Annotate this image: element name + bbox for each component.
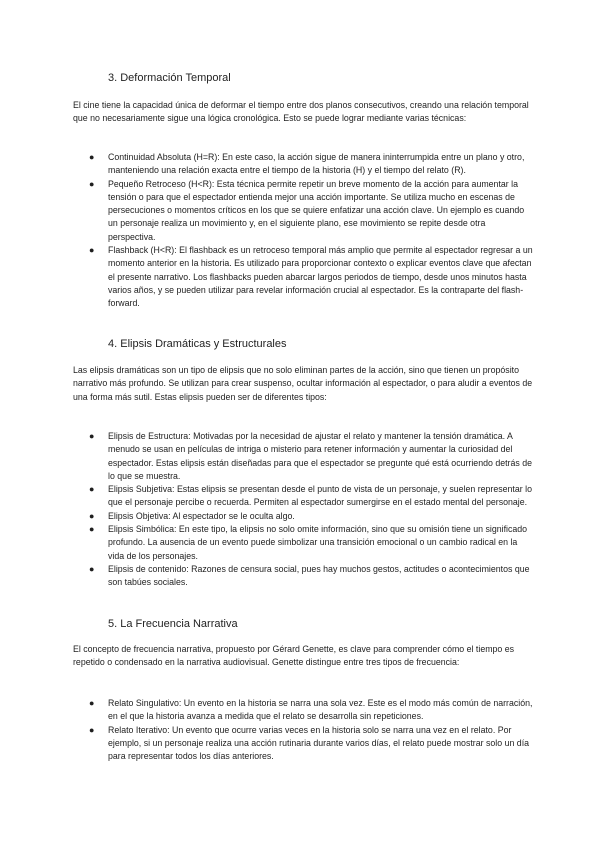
list-item <box>73 724 535 764</box>
list-item-text: Relato Iterativo: Un evento que ocurre varias veces en la historia solo se narra una vez en el relato. Por ejemplo, si un personaje realiza una acción rutinaria durante varios días, el relato puede mostrar solo un día para representar todos los días anteriores. <box>108 724 530 762</box>
list-item-text: Elipsis de contenido: Razones de censura social, pues hay muchos gestos, actitudes o acontecimientos que son tabúes sociales. <box>108 563 530 588</box>
section-heading-elipsis: 4. Elipsis Dramáticas y Estructurales <box>108 338 287 350</box>
list-item <box>73 563 535 590</box>
bullet-icon: ● <box>89 431 95 441</box>
list-item <box>73 151 535 178</box>
list-item <box>73 523 535 563</box>
bullet-icon: ● <box>89 524 95 535</box>
list-item <box>73 430 535 483</box>
section-heading-frecuencia-narrativa: 5. La Frecuencia Narrativa <box>108 618 238 630</box>
section-intro-deformacion-temporal: El cine tiene la capacidad única de deformar el tiempo entre dos planos consecutivos, creando una relación temporal que no necesariamente sigue una lógica cronológica. Esto se puede lograr mediante varias técnicas: <box>73 100 529 124</box>
list-tecnicas-temporales <box>73 151 535 311</box>
bullet-icon: ● <box>89 245 95 256</box>
bullet-icon: ● <box>89 152 95 162</box>
bullet-icon: ● <box>89 178 95 189</box>
list-tipos-elipsis <box>73 430 535 590</box>
list-item-text: Elipsis Simbólica: En este tipo, la elipsis no solo omite información, sino que su omisión tiene un significado profundo. La ausencia de un evento puede simbolizar una transición emocional o un cambio radical en la vida de los personajes. <box>108 524 528 561</box>
bullet-icon: ● <box>89 563 95 574</box>
bullet-icon: ● <box>89 510 95 521</box>
list-item-text: Elipsis de Estructura: Motivadas por la necesidad de ajustar el relato y mantener la tensión dramática. A menudo se usan en películas de intriga o misterio para retener información y aumentar la curiosidad del espectador. Estas elipsis están diseñadas para que el espectador se pregunte qué está ocurriendo detrás de lo que se muestra. <box>108 431 532 481</box>
list-item-text: Elipsis Objetiva: Al espectador se le oculta algo. <box>108 510 295 521</box>
bullet-icon: ● <box>89 484 95 495</box>
list-item-text: Continuidad Absoluta (H=R): En este caso, la acción sigue de manera ininterrumpida entre un plano y otro, manteniendo una relación exacta entre el tiempo de la historia (H) y el tiempo del relato (R). <box>108 152 525 176</box>
bullet-icon: ● <box>89 698 95 708</box>
list-item-text: Relato Singulativo: Un evento en la historia se narra una sola vez. Este es el modo más común de narración, en el que la historia avanza a medida que el relato se desarrolla sin repeticiones. <box>108 698 533 722</box>
list-item <box>73 483 535 510</box>
list-item <box>73 244 535 310</box>
bullet-icon: ● <box>89 724 95 735</box>
list-item <box>73 510 535 523</box>
list-item <box>73 697 535 724</box>
section-intro-elipsis: Las elipsis dramáticas son un tipo de elipsis que no solo eliminan partes de la acción, sino que tienen un propósito narrativo más profundo. Se utilizan para crear suspenso, ocultar información al espectador, o para aludir a eventos de una forma más sutil. Estas elipsis pueden ser de diferentes tipos: <box>73 365 533 402</box>
list-item <box>73 178 535 244</box>
section-intro-frecuencia-narrativa: El concepto de frecuencia narrativa, propuesto por Gérard Genette, es clave para comprender cómo el tiempo es repetido o condensado en la narrativa audiovisual. Genette distingue entre tres tipos de frecuencia: <box>73 644 515 668</box>
list-item-text: Elipsis Subjetiva: Estas elipsis se presentan desde el punto de vista de un personaje, y suelen representar lo que el personaje percibe o recuerda. Permiten al espectador sumergirse en el estado mental del personaje. <box>108 484 532 508</box>
list-item-text: Flashback (H<R): El flashback es un retroceso temporal más amplio que permite al espectador regresar a un momento anterior en la historia. Es utilizado para proporcionar contexto o explicar eventos clave que afectan el presente narrativo. Los flashbacks pueden abarcar largos periodos de tiempo, desde unos minutos hasta varios años, y se pueden utilizar para revelar información crucial al espectador. Es la contraparte del flash-forward. <box>108 245 533 309</box>
section-heading-deformacion-temporal: 3. Deformación Temporal <box>108 72 231 84</box>
list-item-text: Pequeño Retroceso (H<R): Esta técnica permite repetir un breve momento de la acción para aumentar la tensión o para que el espectador entienda mejor una acción importante. Se utiliza mucho en escenas de persecuciones o momentos críticos en los que se quiere enfatizar una acción clave. Un ejemplo es cuando un personaje realiza un movimiento y, en el siguiente plano, ese movimiento se repite desde otra perspectiva. <box>108 178 525 242</box>
list-tipos-frecuencia <box>73 697 535 763</box>
